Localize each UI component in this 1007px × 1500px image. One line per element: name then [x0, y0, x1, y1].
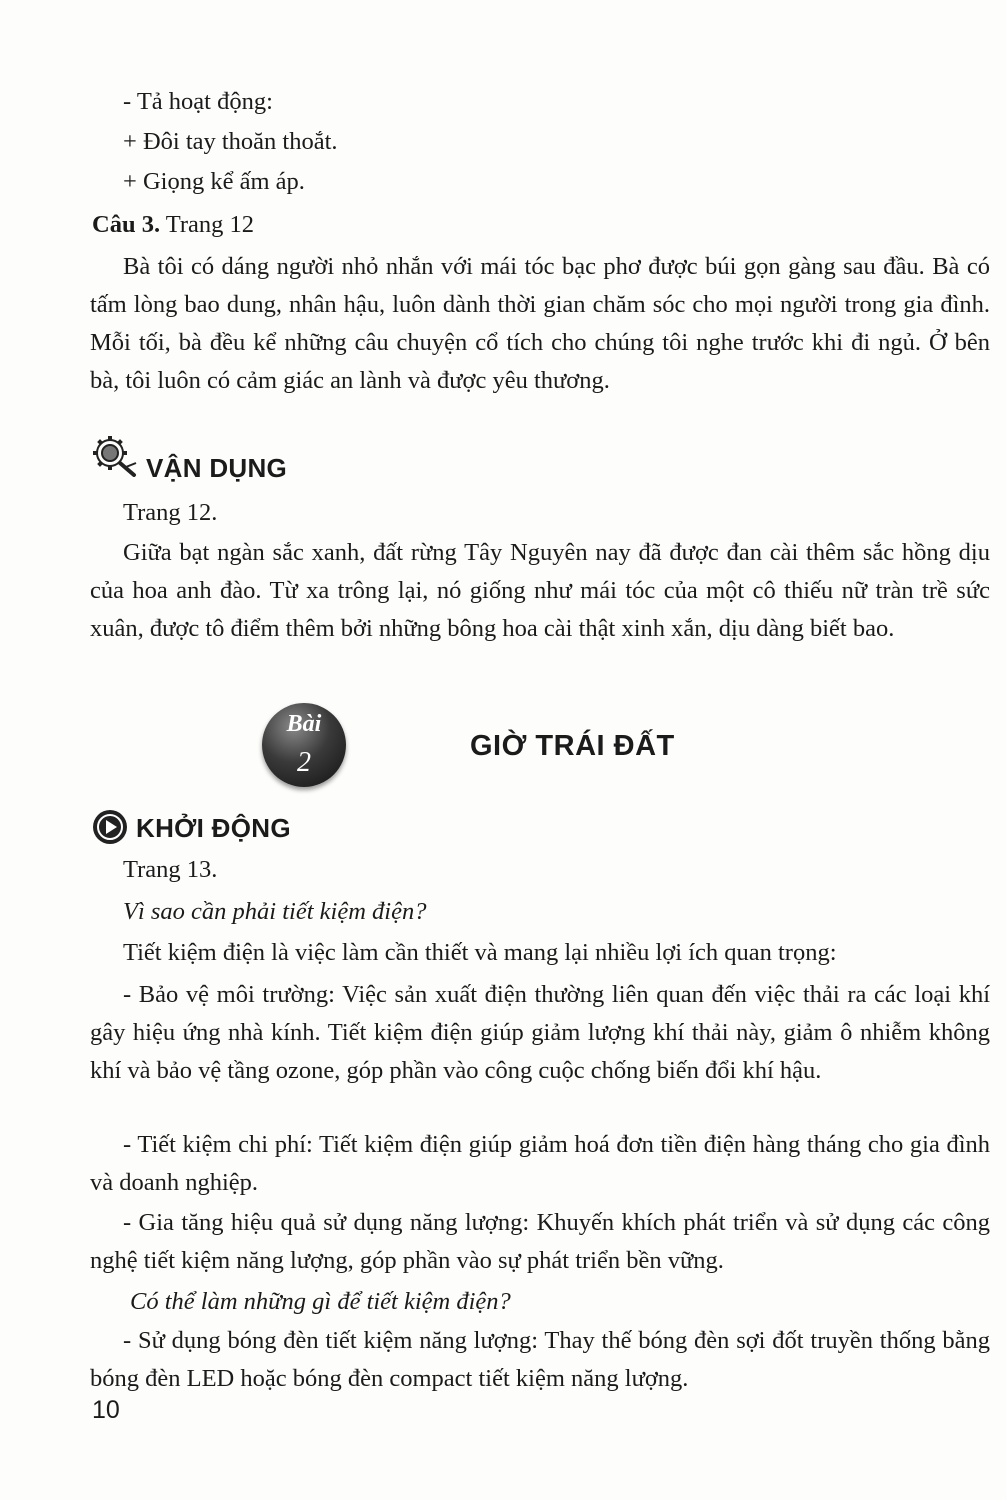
paragraph-point-environment: - Bảo vệ môi trường: Việc sản xuất điện thường liên quan đến việc thải ra các loại khí gây hiệu ứng nhà kính. Tiết kiệm điện giúp giảm lượng khí thải này, giảm ô nhiễm không khí và bảo vệ tầng ozone, góp phần vào công cuộc chống biến đổi khí hậu. [90, 981, 990, 1084]
text-line-giong-ke: + Giọng kể ấm áp. [123, 168, 305, 195]
gear-icon [90, 433, 140, 482]
question-why-save-electricity: Vì sao cần phải tiết kiệm điện? [123, 898, 427, 925]
lesson-badge-word: Bài [286, 711, 322, 737]
section-heading-khoi-dong: KHỞI ĐỘNG [136, 813, 291, 843]
paragraph-van-dung: Giữa bạt ngàn sắc xanh, đất rừng Tây Nguyên nay đã được đan cài thêm sắc hồng dịu của hoa anh đào. Từ xa trông lại, nó giống như mái tóc của một cô thiếu nữ tràn trề sức xuân, được tô điểm thêm bởi những bông hoa cài thật xinh xắn, dịu dàng biết bao. [90, 539, 990, 642]
paragraph-point-cost: - Tiết kiệm chi phí: Tiết kiệm điện giúp giảm hoá đơn tiền điện hàng tháng cho gia đình và doanh nghiệp. [90, 1131, 990, 1196]
page-number: 10 [92, 1396, 120, 1424]
lesson-badge-number: 2 [297, 747, 311, 778]
question-page: Trang 12 [160, 211, 255, 238]
lesson-badge [262, 703, 346, 787]
paragraph-cau-3: Bà tôi có dáng người nhỏ nhắn với mái tóc bạc phơ được búi gọn gàng sau đầu. Bà có tấm lòng bao dung, nhân hậu, luôn dành thời gian chăm sóc cho mọi người trong gia đình. Mỗi tối, bà đều kể những câu chuyện cổ tích cho chúng tôi nghe trước khi đi ngủ. Ở bên bà, tôi luôn có cảm giác an lành và được yêu thương. [90, 253, 990, 394]
text-line-doi-tay: + Đôi tay thoăn thoắt. [123, 128, 338, 155]
paragraph-point-efficiency: - Gia tăng hiệu quả sử dụng năng lượng: Khuyến khích phát triển và sử dụng các công nghệ tiết kiệm năng lượng, góp phần vào sự phát triển bền vững. [90, 1209, 990, 1274]
question-heading-cau-3 [92, 206, 254, 244]
paragraph-point-led-bulbs: - Sử dụng bóng đèn tiết kiệm năng lượng: Thay thế bóng đèn sợi đốt truyền thống bằng bóng đèn LED hoặc bóng đèn compact tiết kiệm năng lượng. [90, 1327, 990, 1392]
text-page-ref-12: Trang 12. [123, 499, 218, 526]
text-page-ref-13: Trang 13. [123, 856, 218, 883]
text-intro-benefits: Tiết kiệm điện là việc làm cần thiết và mang lại nhiều lợi ích quan trọng: [123, 939, 837, 966]
lesson-title: GIỜ TRÁI ĐẤT [470, 730, 675, 762]
question-label: Câu 3. [92, 211, 161, 238]
question-how-save-electricity: Có thể làm những gì để tiết kiệm điện? [130, 1288, 511, 1315]
section-heading-van-dung: VẬN DỤNG [146, 453, 288, 483]
play-icon [91, 808, 129, 851]
text-line-ta-hoat-dong: - Tả hoạt động: [123, 88, 273, 115]
